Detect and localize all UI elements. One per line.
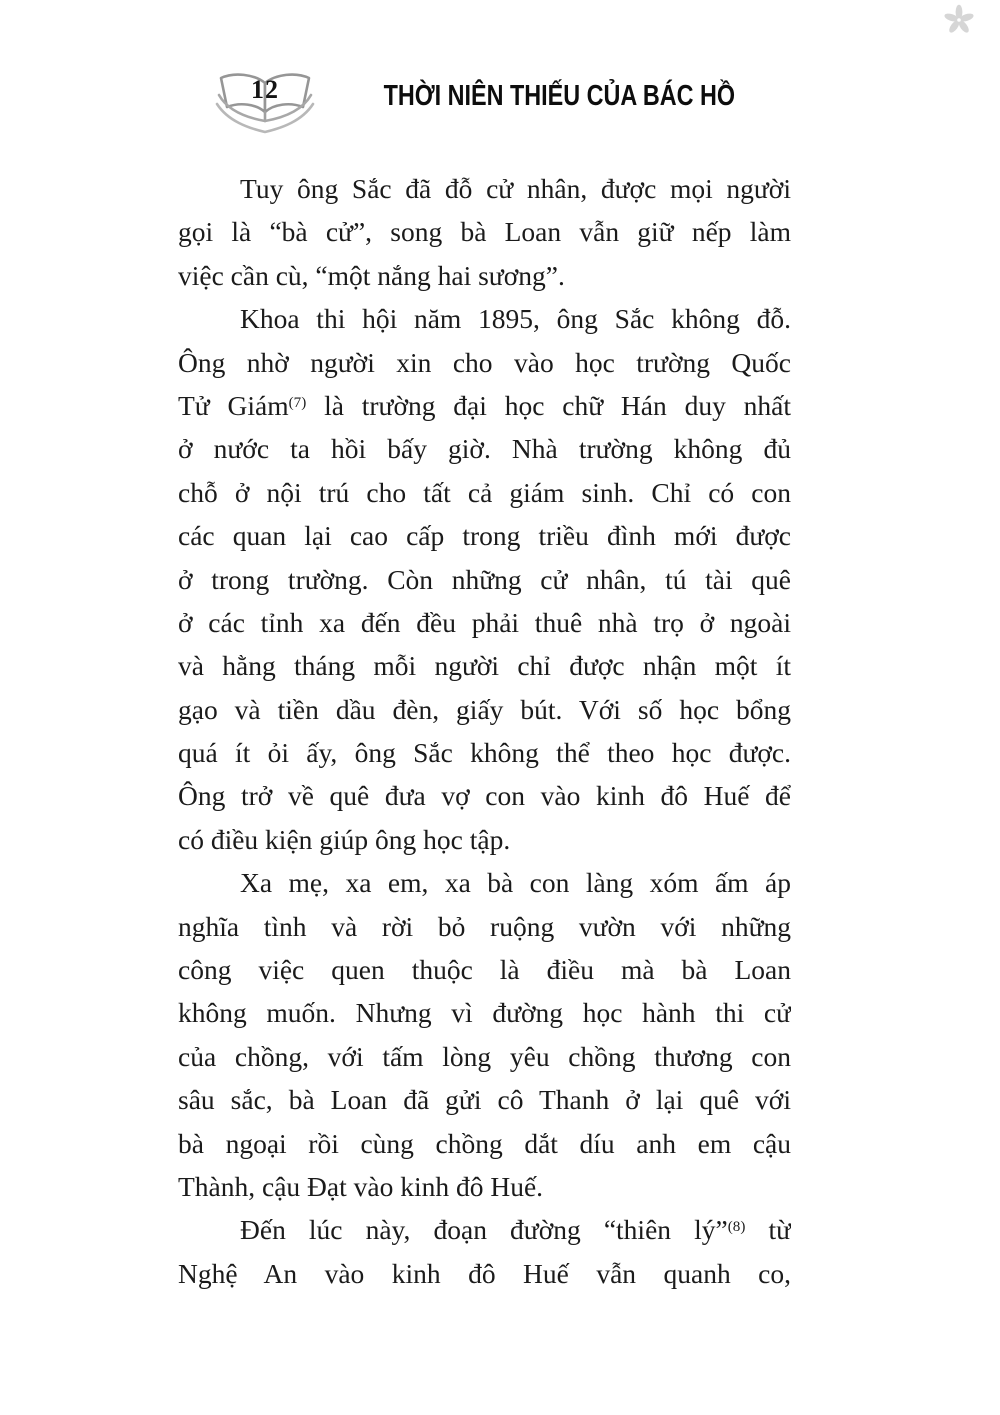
text-segment: việc cần cù, “một nắng hai sương”. <box>178 259 565 291</box>
text-line <box>178 514 791 557</box>
text-line <box>178 1252 791 1295</box>
text-segment: Nghệ An vào kinh đô Huế vẫn quanh co, <box>178 1257 791 1289</box>
text-segment: chỗ ở nội trú cho tất cả giám sinh. Chỉ có con <box>178 476 791 508</box>
text-line <box>178 905 791 948</box>
footnote-marker: (8) <box>727 1219 746 1236</box>
text-segment: Đến lúc này, đoạn đường “thiên lý” <box>240 1214 728 1246</box>
text-segment: Khoa thi hội năm 1895, ông Sắc không đỗ. <box>240 303 791 335</box>
text-segment: của chồng, với tấm lòng yêu chồng thương con <box>178 1040 791 1072</box>
text-segment: quá ít ỏi ấy, ông Sắc không thể theo học được. <box>178 737 791 769</box>
text-line <box>178 731 791 774</box>
text-segment: ở trong trường. Còn những cử nhân, tú tài quê <box>178 563 791 595</box>
page-title <box>118 80 1000 113</box>
text-line <box>178 861 791 904</box>
text-segment: các quan lại cao cấp trong triều đình mới được <box>178 520 791 552</box>
text-line <box>178 1122 791 1165</box>
text-line <box>178 601 791 644</box>
text-segment: ở các tỉnh xa đến đều phải thuê nhà trọ ở ngoài <box>178 606 791 638</box>
text-line <box>178 297 791 340</box>
page-number: 12 <box>251 75 279 104</box>
text-line <box>178 1208 791 1251</box>
text-segment: công việc quen thuộc là điều mà bà Loan <box>178 954 791 986</box>
body-text <box>178 167 791 1295</box>
text-line <box>178 948 791 991</box>
text-line <box>178 644 791 687</box>
flower-asterisk-icon <box>942 4 976 38</box>
text-line <box>178 991 791 1034</box>
text-segment: không muốn. Nhưng vì đường học hành thi cử <box>178 997 791 1029</box>
text-line <box>178 254 791 297</box>
page-title-text: THỜI NIÊN THIẾU CỦA BÁC HỒ <box>383 80 735 112</box>
text-line <box>178 210 791 253</box>
text-segment: từ <box>745 1214 791 1246</box>
text-line <box>178 1078 791 1121</box>
footnote-marker: (7) <box>288 394 307 411</box>
text-segment: Xa mẹ, xa em, xa bà con làng xóm ấm áp <box>240 867 791 899</box>
text-line <box>178 688 791 731</box>
text-line <box>178 818 791 861</box>
text-segment: Tử Giám <box>178 389 289 421</box>
text-line <box>178 1165 791 1208</box>
text-line <box>178 427 791 470</box>
text-line <box>178 1035 791 1078</box>
text-segment: là trường đại học chữ Hán duy nhất <box>306 389 791 421</box>
text-segment: Ông trở về quê đưa vợ con vào kinh đô Huế để <box>178 780 791 812</box>
text-segment: và hằng tháng mỗi người chỉ được nhận một ít <box>178 650 791 682</box>
text-line <box>178 558 791 601</box>
text-line <box>178 384 791 427</box>
text-segment: Tuy ông Sắc đã đỗ cử nhân, được mọi người <box>240 173 791 204</box>
text-segment: nghĩa tình và rời bỏ ruộng vườn với những <box>178 910 791 942</box>
text-segment: Ông nhờ người xin cho vào học trường Quốc <box>178 346 791 378</box>
text-line <box>178 341 791 384</box>
text-segment: có điều kiện giúp ông học tập. <box>178 823 511 855</box>
text-segment: gạo và tiền dầu đèn, giấy bút. Với số học bổng <box>178 693 791 725</box>
text-segment: Thành, cậu Đạt vào kinh đô Huế. <box>178 1170 544 1202</box>
text-line <box>178 774 791 817</box>
text-segment: ở nước ta hồi bấy giờ. Nhà trường không đủ <box>178 433 791 465</box>
text-line <box>178 471 791 514</box>
text-segment: gọi là “bà cử”, song bà Loan vẫn giữ nếp làm <box>178 216 791 248</box>
flower-ornament-icon <box>942 4 976 38</box>
text-segment: sâu sắc, bà Loan đã gửi cô Thanh ở lại quê với <box>178 1084 791 1116</box>
text-segment: bà ngoại rồi cùng chồng dắt díu anh em cậu <box>178 1127 791 1159</box>
text-line <box>178 167 791 210</box>
